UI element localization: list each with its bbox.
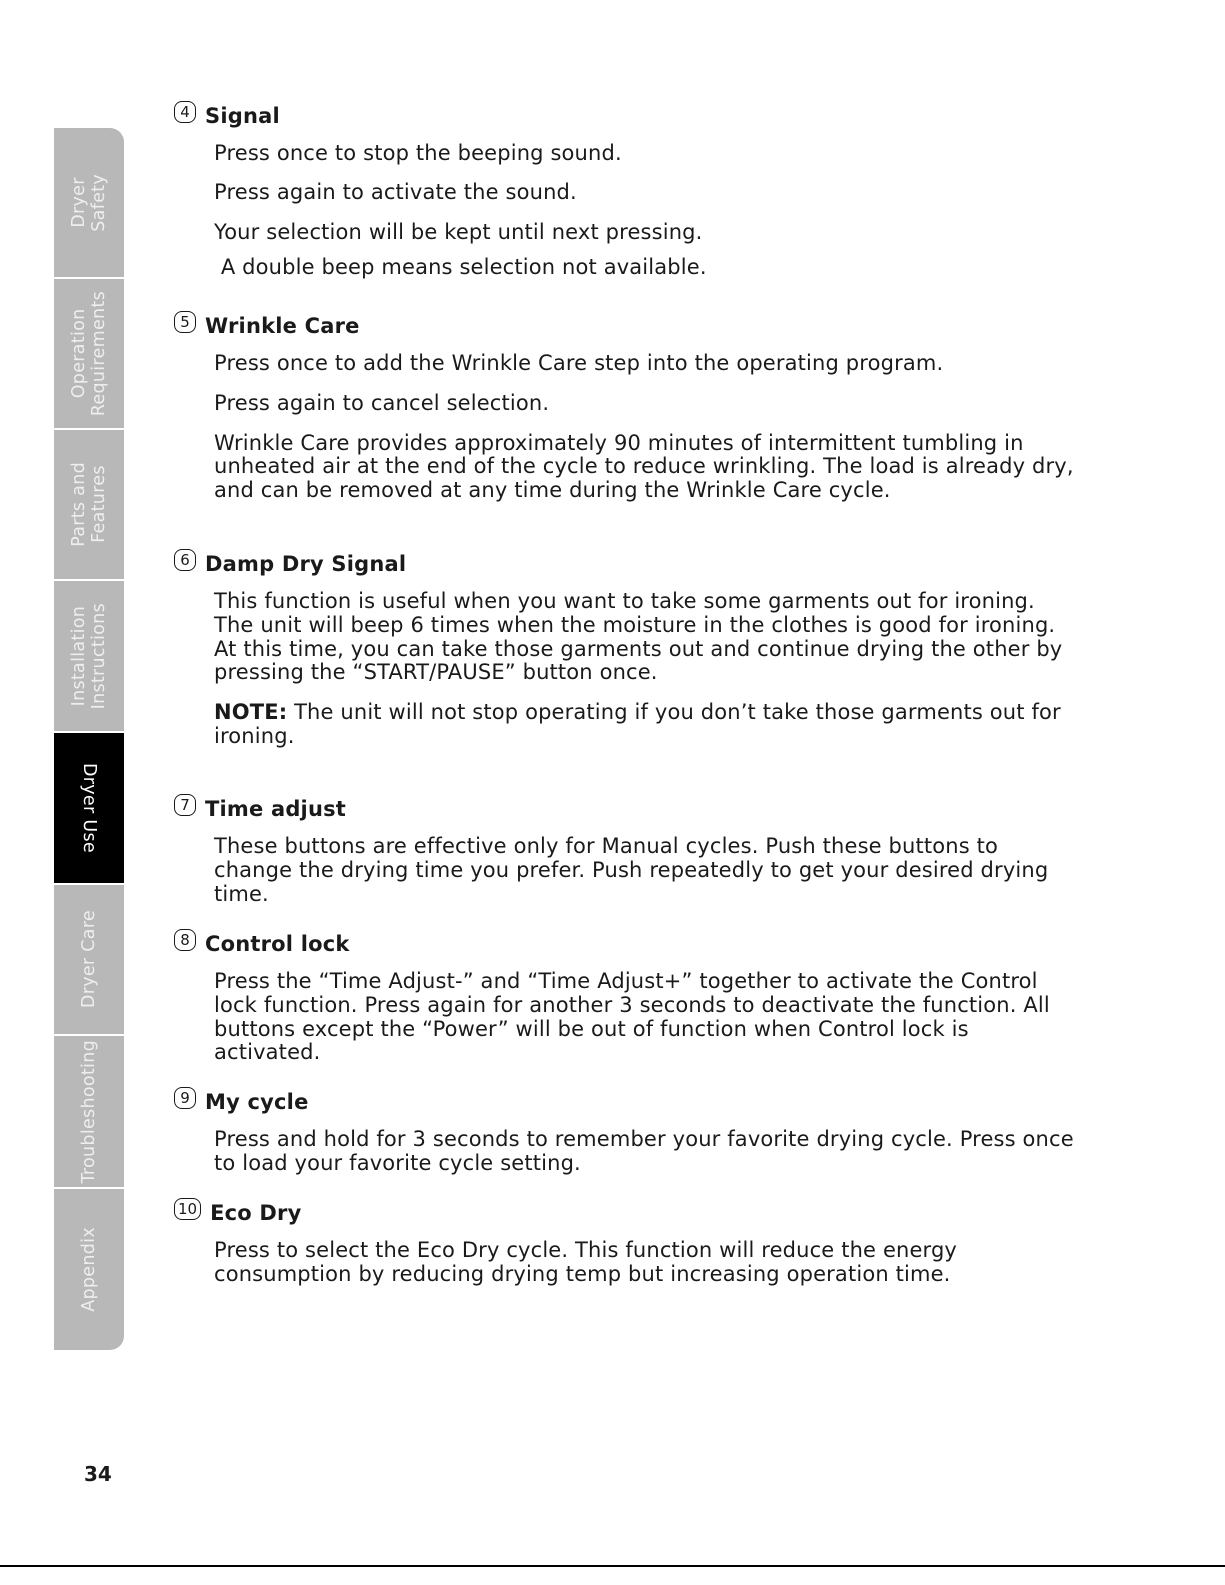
- tab-label: Parts and Features: [69, 462, 109, 547]
- tab-label: Troubleshooting: [79, 1039, 99, 1184]
- tab-label: Dryer Use: [79, 763, 99, 853]
- paragraph: These buttons are effective only for Manual cycles. Push these buttons to change the drying time you prefer. Push repeatedly to get your desired drying time.: [214, 834, 1049, 906]
- tab-appendix[interactable]: [54, 1189, 124, 1350]
- tab-installation-instructions[interactable]: [54, 581, 124, 731]
- tab-dryer-care[interactable]: [54, 885, 124, 1034]
- section-title: Control lock: [205, 932, 350, 956]
- paragraph: Press again to activate the sound.: [214, 179, 577, 204]
- tab-troubleshooting[interactable]: [54, 1036, 124, 1187]
- section-time-adjust: [174, 793, 1074, 906]
- section-header: [174, 1086, 1074, 1118]
- paragraph: Press and hold for 3 seconds to remember your favorite drying cycle. Press once to load your favorite cycle setting.: [214, 1127, 1074, 1175]
- item-number-badge: 6: [174, 549, 196, 571]
- section-wrinkle-care: [174, 310, 1074, 503]
- section-damp-dry-signal: [174, 548, 1074, 749]
- section-my-cycle: [174, 1086, 1074, 1176]
- section-control-lock: [174, 928, 1074, 1065]
- paragraph: Wrinkle Care provides approximately 90 minutes of intermittent tumbling in unheated air at the end of the cycle to reduce wrinkling. The load is already dry, and can be removed at any time during the Wrinkle Care cycle.: [214, 430, 1074, 503]
- paragraph: Press once to add the Wrinkle Care step into the operating program.: [214, 351, 944, 375]
- section-eco-dry: [174, 1197, 1074, 1287]
- section-header: [174, 793, 1074, 825]
- page-number: 34: [84, 1462, 112, 1486]
- paragraph: Press to select the Eco Dry cycle. This function will reduce the energy consumption by reducing drying temp but increasing operation time.: [214, 1238, 958, 1286]
- note-paragraph: [174, 701, 1074, 749]
- item-number-badge: 10: [174, 1198, 201, 1220]
- section-title: Signal: [205, 104, 280, 128]
- tab-label: Dryer Safety: [69, 173, 109, 232]
- section-header: [174, 928, 1074, 960]
- section-title: Eco Dry: [210, 1201, 302, 1225]
- tab-operation-requirements[interactable]: [54, 279, 124, 428]
- tab-label: Installation Instructions: [69, 602, 109, 710]
- tab-dryer-use[interactable]: [54, 733, 124, 883]
- tab-label: Operation Requirements: [69, 290, 109, 417]
- paragraph: Your selection will be kept until next pressing.: [214, 219, 703, 244]
- section-signal: [174, 100, 1074, 280]
- tab-parts-and-features[interactable]: [54, 430, 124, 579]
- section-title: Damp Dry Signal: [205, 552, 407, 576]
- paragraph: Press again to cancel selection.: [214, 390, 550, 415]
- page-bottom-rule: [0, 1565, 1225, 1567]
- section-header: [174, 310, 1074, 342]
- section-title: Time adjust: [205, 797, 347, 821]
- item-number-badge: 8: [174, 929, 196, 951]
- section-title: Wrinkle Care: [205, 314, 360, 338]
- section-header: [174, 548, 1074, 580]
- paragraph: Press once to stop the beeping sound.: [214, 141, 622, 165]
- item-number-badge: 9: [174, 1087, 196, 1109]
- paragraph: A double beep means selection not available.: [214, 255, 707, 280]
- note-label: NOTE:: [214, 700, 288, 725]
- section-header: [174, 1197, 1074, 1229]
- section-header: [174, 100, 1074, 132]
- section-title: My cycle: [205, 1090, 309, 1114]
- paragraph: This function is useful when you want to take some garments out for ironing. The unit will beep 6 times when the moisture in the clothes is good for ironing. At this time, you can take those garments out and continue drying the other by pressing the “START/PAUSE” button once.: [214, 589, 1063, 685]
- tab-label: Appendix: [79, 1227, 99, 1312]
- side-tab-bar: [54, 128, 124, 1350]
- tab-label: Dryer Care: [79, 910, 99, 1009]
- item-number-badge: 4: [174, 101, 196, 123]
- paragraph: Press the “Time Adjust-” and “Time Adjust+” together to activate the Control lock function. Press again for another 3 seconds to deactivate the function. All buttons except the “Power” will be out of function when Control lock is activated.: [214, 969, 1050, 1065]
- tab-dryer-safety[interactable]: [54, 128, 124, 277]
- note-text: The unit will not stop operating if you don’t take those garments out for ironing.: [214, 700, 1061, 748]
- item-number-badge: 5: [174, 311, 196, 333]
- item-number-badge: 7: [174, 794, 196, 816]
